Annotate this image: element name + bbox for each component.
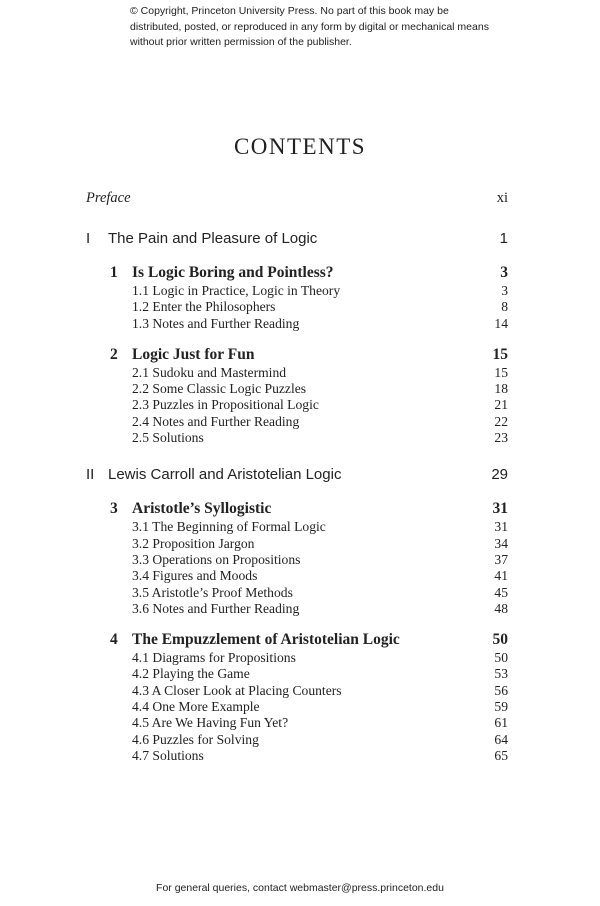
toc-page-number: 31 <box>492 500 508 518</box>
toc-section-title: 4.3 A Closer Look at Placing Counters <box>132 682 342 698</box>
toc-part-title: Lewis Carroll and Aristotelian Logic <box>108 466 342 484</box>
toc-page-number: 15 <box>492 345 508 363</box>
toc-page-number: 50 <box>492 631 508 649</box>
toc-section[interactable] <box>86 414 508 430</box>
toc-section-title: 3.1 The Beginning of Formal Logic <box>132 519 326 535</box>
toc-section[interactable] <box>86 299 508 315</box>
toc-page-number: 53 <box>494 666 508 682</box>
toc-chapter-number: 3 <box>110 500 118 518</box>
toc-part-title: The Pain and Pleasure of Logic <box>108 230 318 247</box>
toc-page-number: 21 <box>494 397 508 413</box>
page-title: CONTENTS <box>233 134 367 159</box>
toc-chapter[interactable] <box>86 346 508 365</box>
toc-page-number: 1 <box>499 230 508 247</box>
toc-section[interactable] <box>86 519 508 535</box>
toc-chapter-heading <box>110 500 271 518</box>
toc-section[interactable] <box>86 365 508 381</box>
toc-page-number: 48 <box>494 600 508 616</box>
toc-section-title: 4.1 Diagrams for Propositions <box>132 650 296 666</box>
toc-page-number: 50 <box>494 650 508 666</box>
toc-page-number: 14 <box>494 315 508 331</box>
toc-preface[interactable] <box>86 190 508 210</box>
toc-section-title: 4.6 Puzzles for Solving <box>132 731 259 747</box>
toc-section-title: 4.7 Solutions <box>132 747 204 763</box>
toc-section[interactable] <box>86 552 508 568</box>
toc-section-title: 3.2 Proposition Jargon <box>132 535 255 551</box>
toc-page-number: 22 <box>494 413 508 429</box>
toc-section-title: 2.1 Sudoku and Mastermind <box>132 364 287 380</box>
toc-section-title: 3.4 Figures and Moods <box>132 568 258 584</box>
toc-page-number: xi <box>496 190 508 206</box>
toc-section[interactable] <box>86 650 508 666</box>
toc-page-number: 56 <box>494 682 508 698</box>
toc-page-number: 61 <box>494 715 508 731</box>
toc-page-number: 64 <box>494 731 508 747</box>
toc-part-heading <box>86 466 341 483</box>
toc-page-number: 15 <box>494 364 508 380</box>
toc-section[interactable] <box>86 381 508 397</box>
toc-chapter-title: Aristotle’s Syllogistic <box>132 500 272 518</box>
toc-part-number: I <box>86 230 91 247</box>
toc-section[interactable] <box>86 536 508 552</box>
toc-section[interactable] <box>86 748 508 764</box>
toc-chapter-number: 4 <box>110 631 118 649</box>
toc-chapter-title: The Empuzzlement of Aristotelian Logic <box>132 631 400 649</box>
toc-page-number: 37 <box>494 551 508 567</box>
toc-page-number: 18 <box>494 381 508 397</box>
toc-page-number: 29 <box>491 466 508 484</box>
toc-section[interactable] <box>86 699 508 715</box>
table-of-contents <box>86 190 508 764</box>
toc-chapter-title: Is Logic Boring and Pointless? <box>132 264 334 281</box>
toc-section[interactable] <box>86 732 508 748</box>
toc-chapter-heading <box>110 346 254 364</box>
toc-page-number: 59 <box>494 699 508 715</box>
toc-section[interactable] <box>86 601 508 617</box>
toc-section[interactable] <box>86 283 508 299</box>
toc-section-title: 1.2 Enter the Philosophers <box>132 299 276 315</box>
toc-preface-label: Preface <box>86 190 131 206</box>
toc-section-title: 4.5 Are We Having Fun Yet? <box>132 715 289 731</box>
toc-section[interactable] <box>86 397 508 413</box>
toc-section-title: 1.1 Logic in Practice, Logic in Theory <box>132 283 341 298</box>
toc-part-number: II <box>86 466 95 484</box>
toc-page-number: 31 <box>494 519 508 535</box>
toc-section-title: 2.3 Puzzles in Propositional Logic <box>132 397 319 413</box>
toc-section-title: 4.2 Playing the Game <box>132 666 250 682</box>
toc-chapter-number: 1 <box>110 264 118 281</box>
toc-page-number: 45 <box>494 584 508 600</box>
toc-section-title: 3.5 Aristotle’s Proof Methods <box>132 584 293 600</box>
toc-page-number: 3 <box>501 283 508 298</box>
toc-section[interactable] <box>86 585 508 601</box>
toc-section-title: 2.2 Some Classic Logic Puzzles <box>132 381 307 397</box>
toc-page-number: 65 <box>494 747 508 763</box>
toc-chapter-number: 2 <box>110 345 118 363</box>
copyright-notice: © Copyright, Princeton University Press. No part of this book may be distributed, posted, or reproduced in any form by digital or mechanical means without prior written permission of the publisher. <box>130 5 489 48</box>
toc-section-title: 3.6 Notes and Further Reading <box>132 600 300 616</box>
toc-section[interactable] <box>86 666 508 682</box>
toc-part[interactable] <box>86 466 508 486</box>
toc-section[interactable] <box>86 430 508 446</box>
toc-section-title: 2.5 Solutions <box>132 430 204 446</box>
toc-chapter-heading <box>110 631 400 649</box>
toc-chapter-heading <box>110 264 334 282</box>
toc-section-title: 2.4 Notes and Further Reading <box>132 413 300 429</box>
toc-section-title: 1.3 Notes and Further Reading <box>132 315 300 331</box>
footer-contact: For general queries, contact webmaster@press.princeton.edu <box>156 882 444 894</box>
toc-page-number: 8 <box>501 299 508 315</box>
toc-section[interactable] <box>86 568 508 584</box>
toc-section[interactable] <box>86 316 508 332</box>
toc-section-title: 4.4 One More Example <box>132 699 260 715</box>
toc-page-number: 3 <box>500 264 508 281</box>
toc-page-number: 41 <box>494 568 508 584</box>
toc-section[interactable] <box>86 715 508 731</box>
toc-page-number: 23 <box>494 430 508 446</box>
toc-page-number: 34 <box>494 535 508 551</box>
toc-part-heading <box>86 230 317 247</box>
toc-section-title: 3.3 Operations on Propositions <box>132 551 301 567</box>
toc-parts <box>86 230 508 764</box>
toc-section[interactable] <box>86 683 508 699</box>
toc-chapter[interactable] <box>86 264 508 283</box>
toc-chapter-title: Logic Just for Fun <box>132 345 255 363</box>
toc-chapter[interactable] <box>86 500 508 519</box>
toc-chapter[interactable] <box>86 631 508 650</box>
toc-part[interactable] <box>86 230 508 250</box>
